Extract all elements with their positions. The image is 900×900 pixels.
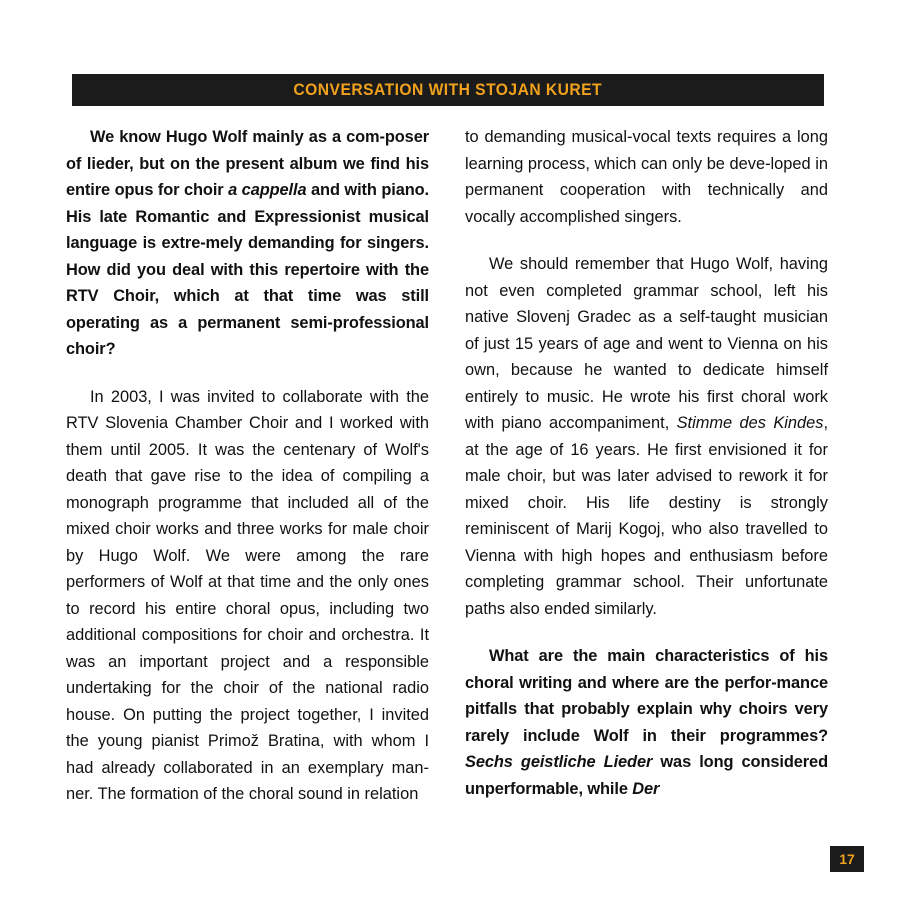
interview-answer-1-continued	[465, 124, 828, 230]
interview-answer-2	[465, 251, 828, 622]
question-2-part1: What are the main characteristics of his choral writing and where are the perfor-mance pitfalls that probably explain why choirs very rarely include Wolf in their programmes?	[465, 647, 828, 745]
answer-1-continued-text: to demanding musical-vocal texts requires a long learning process, which can only be deve-loped in permanent cooperation with technically and vocally accomplished singers.	[465, 128, 828, 226]
right-column	[465, 124, 828, 824]
section-header-title: CONVERSATION WITH STOJAN KURET	[293, 80, 603, 99]
page-number-badge	[830, 846, 864, 872]
question-2-part2: was long considered unperformable, while	[465, 753, 828, 798]
interview-question-2	[465, 643, 828, 802]
page-number-text: 17	[839, 851, 855, 867]
interview-answer-1	[66, 384, 429, 808]
question-2-italic-der: Der	[632, 779, 660, 798]
left-column	[66, 124, 429, 824]
question-1-italic-a-cappella: a cappella	[228, 181, 307, 199]
question-1-part2: and with piano. His late Romantic and Expressionist musical language is extre-mely demanding for singers. How did you deal with this repertoire with the RTV Choir, which at that time was still operating as a permanent semi-professional choir?	[66, 181, 430, 358]
answer-2-part1: We should remember that Hugo Wolf, having not even completed grammar school, left his native Slovenj Gradec as a self-taught musician of just 15 years of age and went to Vienna on his own, because he wanted to dedicate himself entirely to music. He wrote his first choral work with piano accompaniment,	[465, 255, 828, 432]
question-2-italic-sechs-geistliche-lieder: Sechs geistliche Lieder	[465, 753, 653, 771]
question-1-part1: We know Hugo Wolf mainly as a com-poser of lieder, but on the present album we find his entire opus for choir	[66, 128, 429, 199]
answer-2-part2: , at the age of 16 years. He first envisioned it for male choir, but was later advised to rework it for mixed choir. His life destiny is strongly reminiscent of Marij Kogoj, who also travelled to Vienna with high hopes and enthusiasm before completing grammar school. Their unfortunate paths also ended similarly.	[465, 414, 828, 618]
answer-1-text: In 2003, I was invited to collaborate with the RTV Slovenia Chamber Choir and I worked with them until 2005. It was the centenary of Wolf's death that gave rise to the idea of compiling a monograph programme that included all of the mixed choir works and three works for male choir by Hugo Wolf. We were among the rare performers of Wolf at that time and the only ones to record his entire choral opus, including two additional compositions for choir and orchestra. It was an important project and a responsible undertaking for the choir of the national radio house. On putting the project together, I invited the young pianist Primož Bratina, with whom I had already collaborated in an exemplary man-ner. The formation of the choral sound in relation	[66, 387, 429, 803]
two-column-body	[66, 124, 828, 824]
answer-2-italic-stimme-des-kindes: Stimme des Kindes	[676, 414, 824, 432]
interview-question-1	[66, 124, 429, 363]
section-header-bar	[72, 74, 824, 106]
